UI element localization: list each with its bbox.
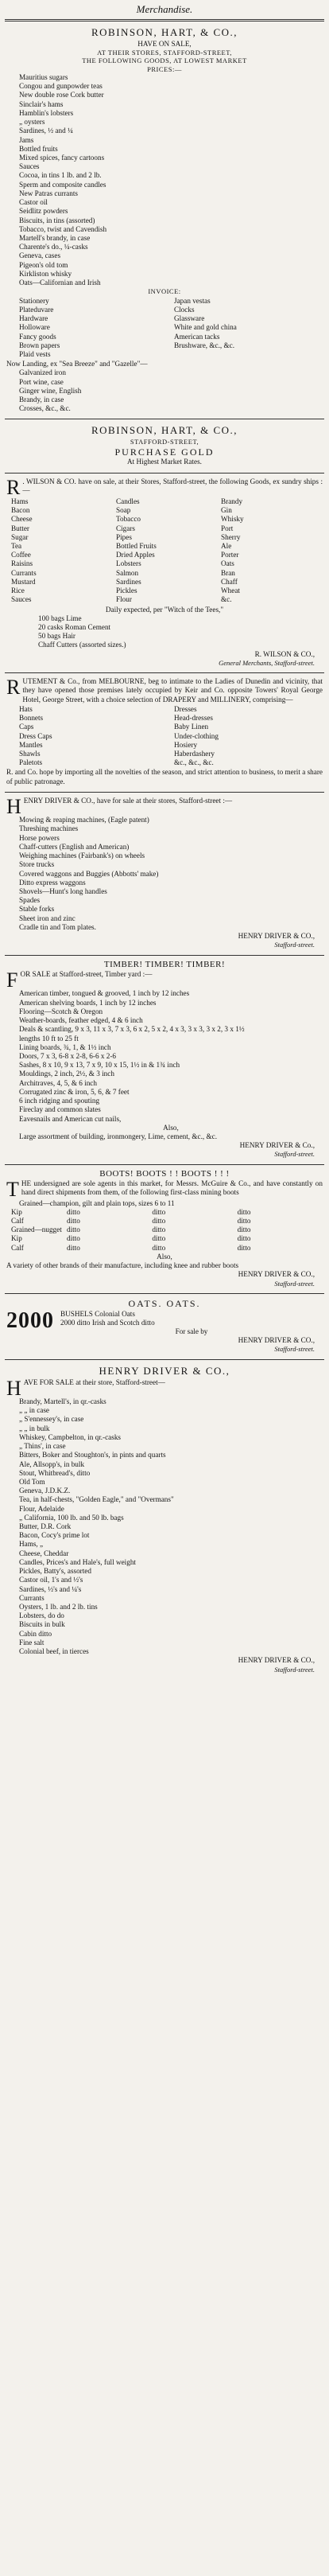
landing-list (6, 368, 323, 413)
list-item: Japan vestas (174, 296, 211, 305)
boots-table-header: Grained—champion, gilt and plain tops, sizes 6 to 11 (19, 1198, 175, 1207)
advert-line: 2000 ditto Irish and Scotch ditto (60, 1318, 155, 1327)
list-item (174, 350, 323, 359)
list-item: Gin (221, 506, 232, 515)
list-item: Butter, D.R. Cork (19, 1522, 72, 1531)
list-item: Mantles (19, 740, 43, 749)
list-item: Shovels—Hunt's long handles (19, 887, 107, 895)
list-item: Pigeon's old tom (19, 260, 68, 269)
list-item: Baby Linen (174, 723, 209, 731)
list-item: Stable forks (19, 905, 55, 914)
divider (5, 792, 324, 793)
list-item: Fancy goods (19, 332, 56, 341)
list-item: Clocks (174, 305, 195, 314)
advert-signature: HENRY DRIVER & CO., (238, 1336, 315, 1345)
list-item: Lobsters, do do (19, 1611, 64, 1620)
list-item: &c., &c., &c. (174, 758, 214, 767)
list-item: Under-clothing (174, 731, 219, 740)
list-item: lengths 10 ft to 25 ft (19, 1034, 79, 1042)
table-cell: ditto (67, 1243, 80, 1252)
advert-signature: HENRY DRIVER & CO., (238, 1270, 315, 1279)
list-item: Haberdashery (174, 749, 215, 758)
advert-signature-address: Stafford-street. (274, 1345, 315, 1354)
list-item: Biscuits in bulk (19, 1620, 65, 1629)
advert-line: Also, (157, 1252, 172, 1261)
table-cell: ditto (237, 1243, 251, 1252)
list-item: Chaff (221, 577, 238, 586)
advert-title: HENRY DRIVER & CO., (99, 1364, 230, 1377)
advert-r-wilson (5, 475, 324, 672)
list-item: Currants (11, 568, 37, 577)
list-item: „ California, 100 lb. and 50 lb. bags (19, 1513, 124, 1522)
list-item: Dried Apples (116, 551, 155, 559)
table-cell: Kip (11, 1234, 22, 1243)
list-item: Cabin ditto (19, 1629, 52, 1638)
list-item: Dresses (174, 704, 197, 713)
table-cell: ditto (152, 1216, 166, 1225)
list-item: Also, (163, 1123, 179, 1132)
list-item: Brandy (221, 497, 243, 505)
table-cell: ditto (152, 1226, 166, 1234)
table-cell: ditto (237, 1207, 251, 1216)
list-item: Oats (221, 559, 234, 568)
list-item: Sardines (116, 577, 141, 586)
list-item: Soap (116, 506, 131, 515)
list-item: Wheat (221, 587, 240, 595)
list-item: Sashes, 8 x 10, 9 x 13, 7 x 9, 10 x 15, 1½ in & 1¾ inch (19, 1061, 180, 1070)
advert-line: PRICES:— (147, 64, 182, 73)
list-item: Tobacco (116, 515, 141, 524)
list-item: Covered waggons and Buggies (Abbotts' make) (19, 869, 159, 878)
table-cell: Grained—nugget (11, 1226, 62, 1234)
list-item: Cradle tin and Tom plates. (19, 922, 96, 931)
advert-signature: HENRY DRIVER & CO., (238, 1656, 315, 1665)
list-item: „ „ in case (19, 1406, 50, 1415)
list-item: Porter (221, 551, 239, 559)
list-item: Plaid vests (19, 349, 51, 358)
advert-henry-driver-machines (5, 794, 324, 953)
list-item: Geneva, J.D.K.Z. (19, 1487, 71, 1495)
advert-intro: R . WILSON & CO. have on sale, at their Stores, Stafford-street, the following Goods, ex sundry ships :— (6, 475, 323, 499)
list-item: Stout, Whitbread's, ditto (19, 1468, 91, 1477)
table-cell: ditto (237, 1234, 251, 1243)
list-item: Store trucks (19, 860, 55, 869)
list-item: Plateduvare (19, 305, 54, 314)
goods-list (6, 73, 323, 287)
list-item: Castor oil (19, 198, 48, 207)
list-item: Rice (11, 587, 25, 595)
advert-title: ROBINSON, HART, & CO., (91, 25, 238, 38)
goods-grid (6, 497, 323, 606)
advert-line: AT THEIR STORES, STAFFORD-STREET, (97, 48, 232, 57)
list-item: Corrugated zinc & iron, 5, 6, & 7 feet (19, 1087, 130, 1096)
advert-signature-address: Stafford-street. (274, 941, 315, 949)
advert-robinson-hart-goods (5, 23, 324, 418)
list-item: Lining boards, ¾, 1, & 1½ inch (19, 1042, 111, 1051)
advert-rutement (5, 675, 324, 790)
advert-signature: R. WILSON & CO., (254, 649, 315, 658)
list-item: „ oysters (19, 118, 45, 127)
advert-intro: RUTEMENT & Co., from MELBOURNE, beg to intimate to the Ladies of Dunedin and vicinity, that they have opened those premises lately occupied by Keir and Co. opposite Towers' Royal George Hotel, George Street, with a choice selection of DRAPERY and MILLINERY, comprising— (6, 676, 323, 703)
list-item: 50 bags Hair (38, 632, 75, 641)
list-item: Seidlitz powders (19, 207, 68, 216)
list-item: Galvanized iron (19, 368, 66, 377)
advert-signature: HENRY DRIVER & CO., (238, 932, 315, 941)
list-item: &c. (221, 595, 232, 604)
list-item: Charente's do., ¼-casks (19, 243, 88, 251)
list-item: Coffee (11, 551, 31, 559)
list-item: Head-dresses (174, 714, 213, 723)
list-item: Old Tom (19, 1477, 45, 1486)
list-item: Bitters, Boker and Stoughton's, in pints and quarts (19, 1451, 166, 1459)
list-item: Oysters, 1 lb. and 2 lb. tins (19, 1603, 98, 1611)
advert-line: BUSHELS Colonial Oats (60, 1309, 135, 1318)
list-item: American tacks (174, 332, 220, 341)
list-item: Hardware (19, 314, 48, 323)
expected-list (6, 614, 323, 650)
table-cell: ditto (67, 1226, 80, 1234)
list-item: Port wine, case (19, 377, 64, 386)
table-cell: ditto (67, 1207, 80, 1216)
table-cell: ditto (67, 1216, 80, 1225)
advert-intro: THE undersigned are sole agents in this market, for Messrs. McGuire & Co., and have constantly on hand direct shipments from them, of the following first-class mining boots (6, 1178, 323, 1202)
advert-signature: HENRY DRIVER & Co., (239, 1141, 315, 1150)
list-item: Tobacco, twist and Cavendish (19, 224, 107, 233)
list-item: Sardines, ½ and ¼ (19, 127, 73, 135)
table-cell: ditto (237, 1216, 251, 1225)
list-item: Martell's brandy, in case (19, 233, 91, 242)
list-item: Paletots (19, 758, 43, 767)
list-item: Sperm and composite candles (19, 180, 106, 189)
list-item: Kirkliston whisky (19, 269, 72, 278)
list-item: Sauces (19, 162, 40, 171)
list-item: Mowing & reaping machines, (Eagle patent) (19, 816, 149, 824)
list-item: Bran (221, 568, 235, 577)
list-item: Jams (19, 135, 34, 144)
list-item: Pickles, Batty's, assorted (19, 1567, 91, 1576)
divider (5, 1293, 324, 1294)
advert-boots (5, 1167, 324, 1292)
list-item: „ S'ennessey's, in case (19, 1415, 84, 1424)
list-item: Large assortment of building, ironmongery, Lime, cement, &c., &c. (19, 1132, 218, 1140)
list-item: Architraves, 4, 5, & 6 inch (19, 1078, 97, 1087)
table-cell: ditto (152, 1243, 166, 1252)
list-item: „ Thins', in case (19, 1442, 66, 1451)
list-item: Lobsters (116, 559, 141, 568)
newspaper-page (5, 0, 324, 1678)
advert-title: BOOTS! BOOTS ! ! BOOTS ! ! ! (99, 1168, 230, 1179)
advert-oats (5, 1296, 324, 1358)
advert-signature-address: General Merchants, Stafford-street. (219, 658, 315, 667)
advert-line: HAVE ON SALE, (137, 39, 192, 48)
list-item: Doors, 7 x 3, 6-8 x 2-8, 6-6 x 2-6 (19, 1051, 116, 1060)
list-item: Ginger wine, English (19, 386, 82, 395)
list-item: Colonial beef, in tierces (19, 1647, 89, 1656)
list-item: 6 inch ridging and spouting (19, 1097, 100, 1105)
list-item: Geneva, cases (19, 251, 61, 260)
list-item: Horse powers (19, 833, 60, 842)
list-item: Ale, Allsopp's, in bulk (19, 1459, 85, 1468)
list-item: Castor oil, 1's and ½'s (19, 1576, 83, 1584)
list-item: Sheet iron and zinc (19, 914, 75, 922)
list-item: Raisins (11, 559, 33, 568)
list-item: Tea, in half-chests, "Golden Eagle," and "Overmans" (19, 1495, 174, 1504)
list-item: Tea (11, 542, 22, 551)
list-item: 20 casks Roman Cement (38, 622, 111, 631)
goods-list (6, 816, 323, 932)
advert-henry-driver-provisions (5, 1362, 324, 1678)
invoice-label: INVOICE: (148, 287, 181, 296)
divider (5, 19, 324, 21)
list-item: Weather-boards, feather edged, 4 & 6 inch (19, 1016, 143, 1025)
list-item: Fireclay and common slates (19, 1105, 101, 1114)
divider (5, 955, 324, 956)
advert-signature-address: Stafford-street. (274, 1665, 315, 1674)
list-item: Threshing machines (19, 824, 79, 833)
list-item: White and gold china (174, 323, 237, 332)
list-item: Currants (19, 1593, 45, 1602)
list-item: Pickles (116, 587, 137, 595)
boots-table (6, 1208, 323, 1253)
advert-title: ROBINSON, HART, & CO., (91, 424, 238, 437)
list-item: Pipes (116, 532, 132, 541)
list-item: Sherry (221, 532, 241, 541)
list-item: Brandy, Martell's, in qr.-casks (19, 1397, 106, 1405)
list-item: Bacon (11, 506, 30, 515)
advert-robinson-hart-gold (5, 421, 324, 470)
list-item: Sauces (11, 595, 32, 604)
list-item: Weighing machines (Fairbank's) on wheels (19, 852, 145, 860)
list-item: Sinclair's hams (19, 99, 64, 108)
list-item: New double rose Cork butter (19, 91, 104, 99)
list-item: Whisky (221, 515, 244, 524)
list-item: Flooring—Scotch & Oregon (19, 1007, 103, 1015)
list-item: Hams (11, 497, 29, 505)
list-item: Candles, Prices's and Hale's, full weight (19, 1557, 136, 1566)
list-item: Bottled Fruits (116, 542, 157, 551)
advert-title: TIMBER! TIMBER! TIMBER! (103, 959, 226, 969)
list-item: Dress Caps (19, 731, 52, 740)
advert-big-number: 2000 (6, 1307, 54, 1333)
advert-line: THE FOLLOWING GOODS, AT LOWEST MARKET (82, 57, 247, 65)
goods-list (6, 989, 323, 1141)
advert-line: PURCHASE GOLD (114, 446, 215, 458)
advert-timber (5, 957, 324, 1163)
list-item: Deals & scantling, 9 x 3, 11 x 3, 7 x 3, 6 x 2, 5 x 2, 4 x 3, 3 x 3, 3 x 2, 3 x 1½ (19, 1025, 245, 1034)
list-item: Cheese, Cheddar (19, 1549, 69, 1557)
advert-line: STAFFORD-STREET, (130, 438, 199, 446)
list-item: Butter (11, 524, 29, 532)
list-item: Mixed spices, fancy cartoons (19, 153, 105, 162)
list-item: Flour, Adelaide (19, 1504, 64, 1513)
table-cell: ditto (237, 1226, 251, 1234)
list-item: Sugar (11, 532, 29, 541)
advert-line: Daily expected, per "Witch of the Tees," (105, 605, 224, 614)
table-cell: ditto (152, 1234, 166, 1243)
list-item: Ditto express waggons (19, 878, 86, 887)
list-item: Bottled fruits (19, 144, 58, 153)
list-item: Ale (221, 542, 232, 551)
table-cell: ditto (152, 1207, 166, 1216)
list-item: Glassware (174, 314, 205, 323)
list-item: Hamblin's lobsters (19, 108, 74, 117)
list-item: Shawls (19, 749, 41, 758)
list-item: Hosiery (174, 740, 198, 749)
list-item: Eavesnails and American cut nails, (19, 1114, 122, 1123)
list-item: American timber, tongued & grooved, 1 inch by 12 inches (19, 989, 190, 998)
list-item: Hats (19, 704, 33, 713)
list-item: Cigars (116, 524, 135, 532)
divider (5, 672, 324, 673)
list-item: Flour (116, 595, 132, 604)
list-item: Bonnets (19, 714, 44, 723)
list-item: Spades (19, 896, 41, 905)
list-item: Mustard (11, 577, 36, 586)
list-item: Brandy, in case (19, 396, 64, 404)
list-item: Fine salt (19, 1638, 45, 1647)
list-item: Caps (19, 723, 34, 731)
list-item: Bacon, Cocy's prime lot (19, 1531, 90, 1540)
advert-title: OATS. OATS. (128, 1297, 201, 1309)
list-item: Hams, „ (19, 1540, 44, 1549)
advert-signature-address: Stafford-street. (274, 1150, 315, 1159)
list-item: Brushware, &c., &c. (174, 341, 235, 349)
landing-line: Now Landing, ex "Sea Breeze" and "Gazelle"— (6, 360, 148, 368)
list-item: 100 bags Lime (38, 614, 82, 622)
invoice-list (6, 296, 323, 360)
list-item: Candles (116, 497, 140, 505)
list-item: „ „ in bulk (19, 1424, 50, 1432)
table-cell: Calf (11, 1216, 24, 1225)
list-item: Sardines, ½'s and ¼'s (19, 1584, 82, 1593)
list-item: Biscuits, in tins (assorted) (19, 216, 95, 224)
advert-closing: R. and Co. hope by importing all the novelties of the season, and strict attention to business, to merit a share of public patronage. (6, 768, 323, 785)
list-item: Mouldings, 2 inch, 2½, & 3 inch (19, 1070, 114, 1078)
list-item: Brown papers (19, 341, 60, 349)
goods-list (6, 1397, 323, 1656)
divider (5, 473, 324, 474)
advert-line: At Highest Market Rates. (127, 458, 202, 466)
list-item: Crosses, &c., &c. (19, 404, 71, 413)
list-item: Chaff-cutters (English and American) (19, 842, 130, 851)
list-item: Stationery (19, 296, 49, 305)
list-item: Congou and gunpowder teas (19, 82, 103, 91)
list-item: Oats—Californian and Irish (19, 279, 101, 287)
list-item: Port (221, 524, 234, 532)
divider (5, 1164, 324, 1165)
advert-line: For sale by (175, 1327, 208, 1335)
advert-intro: HAVE FOR SALE at their store, Stafford-street— (6, 1376, 165, 1400)
list-item: Holloware (19, 323, 50, 332)
list-item: Cocoa, in tins 1 lb. and 2 lb. (19, 171, 102, 180)
table-cell: Kip (11, 1207, 22, 1216)
advert-intro: FOR SALE at Stafford-street, Timber yard :— (6, 968, 153, 992)
list-item: New Patras currants (19, 189, 78, 197)
goods-list (6, 704, 323, 769)
section-heading: Merchandise. (136, 3, 193, 15)
list-item: Salmon (116, 568, 139, 577)
table-cell: ditto (67, 1234, 80, 1243)
list-item: Whiskey, Campbelton, in qr.-casks (19, 1432, 122, 1441)
list-item: American shelving boards, 1 inch by 12 inches (19, 998, 157, 1007)
list-item: Mauritius sugars (19, 73, 68, 82)
advert-signature-address: Stafford-street. (274, 1279, 315, 1288)
table-cell: Calf (11, 1243, 24, 1252)
divider (5, 1359, 324, 1360)
list-item: Chaff Cutters (assorted sizes.) (38, 641, 126, 649)
advert-closing: A variety of other brands of their manufacture, including knee and rubber boots (6, 1261, 239, 1270)
list-item: Cheese (11, 515, 33, 524)
advert-intro: HENRY DRIVER & CO., have for sale at their stores, Stafford-street :— (6, 794, 233, 818)
